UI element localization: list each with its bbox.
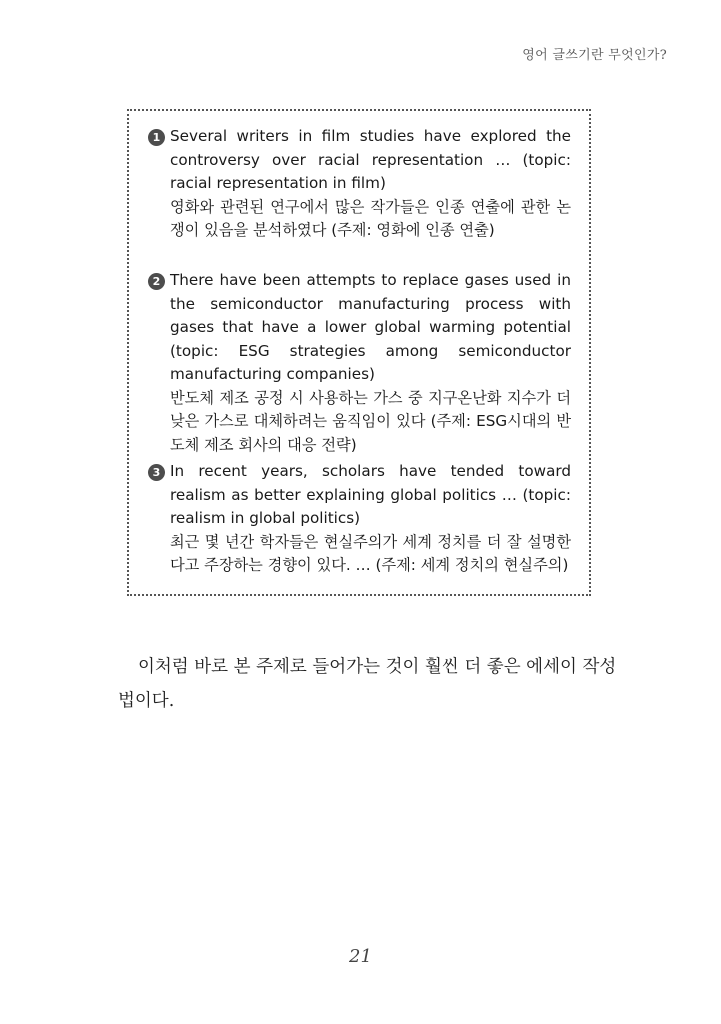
example-korean-translation: 최근 몇 년간 학자들은 현실주의가 세계 정치를 더 잘 설명한다고 주장하는 경향이 있다. … (주제: 세계 정치의 현실주의) [170, 532, 571, 574]
example-item [148, 269, 571, 457]
body-paragraph: 이처럼 바로 본 주제로 들어가는 것이 훨씬 더 좋은 에세이 작성법이다. [118, 657, 617, 711]
example-box [127, 109, 591, 596]
example-item [148, 125, 571, 243]
example-korean-translation: 반도체 제조 공정 시 사용하는 가스 중 지구온난화 지수가 더 낮은 가스로 대체하려는 움직임이 있다 (주제: ESG시대의 반도체 제조 회사의 대응 전략) [170, 388, 571, 454]
example-korean-translation: 영화와 관련된 연구에서 많은 작가들은 인종 연출에 관한 논쟁이 있음을 분석하였다 (주제: 영화에 인종 연출) [170, 197, 571, 239]
example-english-text: There have been attempts to replace gases used in the semiconductor manufacturing process with gases that have a lower global warming potential (topic: ESG strategies among semiconductor manufacturing companies) [170, 271, 571, 383]
example-english-text: In recent years, scholars have tended toward realism as better explaining global politics … (topic: realism in global politics) [170, 462, 571, 527]
body-text [118, 650, 618, 718]
circled-number-badge: 2 [148, 273, 165, 290]
page-number: 21 [349, 946, 372, 967]
example-english-text: Several writers in film studies have explored the controversy over racial representation … (topic: racial representation in film) [170, 127, 571, 192]
circled-number-badge: 1 [148, 129, 165, 146]
circled-number-badge: 3 [148, 464, 165, 481]
running-header: 영어 글쓰기란 무엇인가? [522, 48, 667, 63]
example-item [148, 460, 571, 578]
